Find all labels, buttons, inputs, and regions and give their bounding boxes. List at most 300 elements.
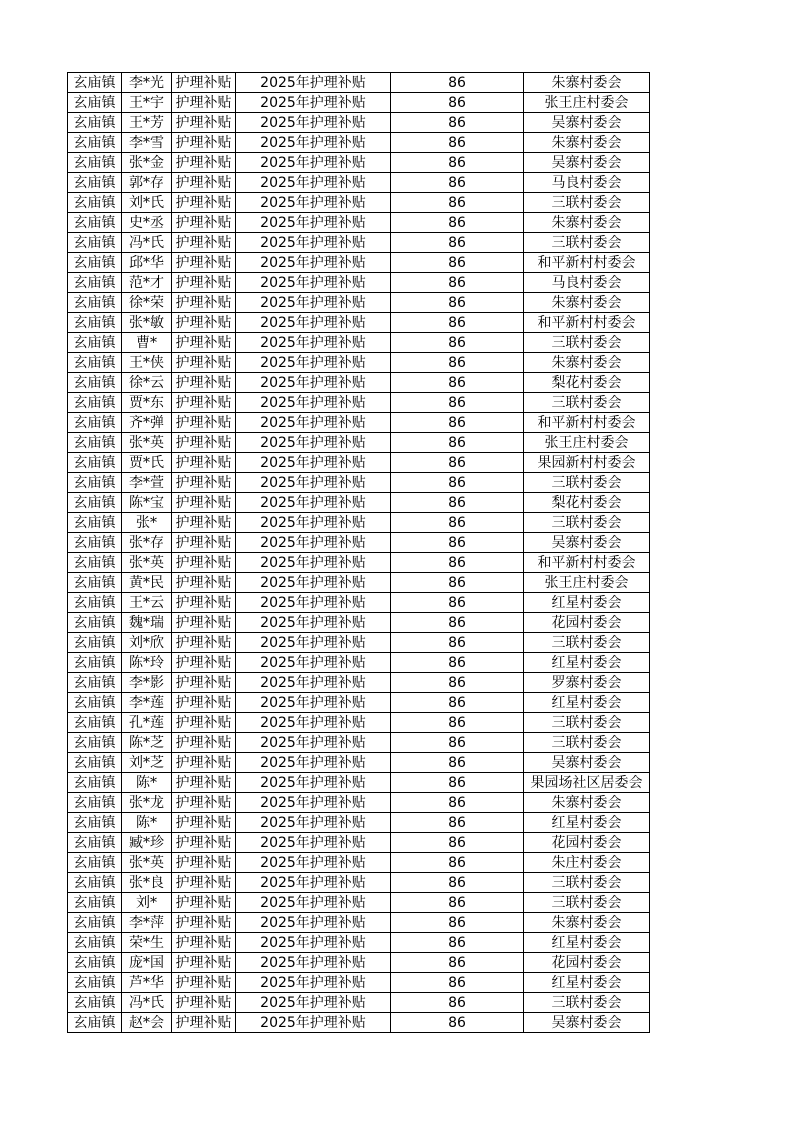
amount-cell: 86 — [391, 893, 524, 913]
amount-cell: 86 — [391, 453, 524, 473]
village-cell: 三联村委会 — [524, 333, 650, 353]
name-cell: 曹* — [122, 333, 172, 353]
amount-cell: 86 — [391, 733, 524, 753]
town-cell: 玄庙镇 — [68, 793, 122, 813]
table-row — [68, 453, 650, 473]
town-cell: 玄庙镇 — [68, 393, 122, 413]
subsidy-type-cell: 护理补贴 — [172, 433, 236, 453]
table-row — [68, 433, 650, 453]
amount-cell: 86 — [391, 473, 524, 493]
subsidy-type-cell: 护理补贴 — [172, 633, 236, 653]
subsidy-item-cell: 2025年护理补贴 — [236, 1013, 391, 1033]
subsidy-type-cell: 护理补贴 — [172, 853, 236, 873]
subsidy-item-cell: 2025年护理补贴 — [236, 313, 391, 333]
town-cell: 玄庙镇 — [68, 213, 122, 233]
amount-cell: 86 — [391, 433, 524, 453]
subsidy-type-cell: 护理补贴 — [172, 793, 236, 813]
amount-cell: 86 — [391, 393, 524, 413]
village-cell: 三联村委会 — [524, 873, 650, 893]
amount-cell: 86 — [391, 813, 524, 833]
subsidy-type-cell: 护理补贴 — [172, 973, 236, 993]
village-cell: 和平新村村委会 — [524, 413, 650, 433]
name-cell: 赵*会 — [122, 1013, 172, 1033]
village-cell: 果园场社区居委会 — [524, 773, 650, 793]
subsidy-item-cell: 2025年护理补贴 — [236, 913, 391, 933]
name-cell: 张*英 — [122, 553, 172, 573]
amount-cell: 86 — [391, 773, 524, 793]
subsidy-item-cell: 2025年护理补贴 — [236, 733, 391, 753]
town-cell: 玄庙镇 — [68, 813, 122, 833]
village-cell: 和平新村村委会 — [524, 313, 650, 333]
subsidy-item-cell: 2025年护理补贴 — [236, 293, 391, 313]
name-cell: 冯*氏 — [122, 993, 172, 1013]
table-row — [68, 793, 650, 813]
name-cell: 陈* — [122, 813, 172, 833]
subsidy-table — [67, 72, 650, 1033]
subsidy-type-cell: 护理补贴 — [172, 113, 236, 133]
town-cell: 玄庙镇 — [68, 893, 122, 913]
subsidy-type-cell: 护理补贴 — [172, 593, 236, 613]
village-cell: 花园村委会 — [524, 953, 650, 973]
village-cell: 马良村委会 — [524, 173, 650, 193]
table-row — [68, 613, 650, 633]
name-cell: 孔*莲 — [122, 713, 172, 733]
table-row — [68, 993, 650, 1013]
table-row — [68, 933, 650, 953]
village-cell: 朱寨村委会 — [524, 293, 650, 313]
town-cell: 玄庙镇 — [68, 633, 122, 653]
subsidy-item-cell: 2025年护理补贴 — [236, 693, 391, 713]
subsidy-type-cell: 护理补贴 — [172, 693, 236, 713]
amount-cell: 86 — [391, 953, 524, 973]
village-cell: 红星村委会 — [524, 593, 650, 613]
table-row — [68, 153, 650, 173]
name-cell: 陈* — [122, 773, 172, 793]
name-cell: 刘*欣 — [122, 633, 172, 653]
town-cell: 玄庙镇 — [68, 853, 122, 873]
subsidy-type-cell: 护理补贴 — [172, 653, 236, 673]
subsidy-type-cell: 护理补贴 — [172, 953, 236, 973]
village-cell: 三联村委会 — [524, 513, 650, 533]
subsidy-type-cell: 护理补贴 — [172, 73, 236, 93]
town-cell: 玄庙镇 — [68, 1013, 122, 1033]
name-cell: 李*光 — [122, 73, 172, 93]
name-cell: 徐*云 — [122, 373, 172, 393]
table-row — [68, 833, 650, 853]
amount-cell: 86 — [391, 173, 524, 193]
amount-cell: 86 — [391, 853, 524, 873]
amount-cell: 86 — [391, 313, 524, 333]
table-row — [68, 773, 650, 793]
village-cell: 朱寨村委会 — [524, 353, 650, 373]
town-cell: 玄庙镇 — [68, 273, 122, 293]
name-cell: 刘* — [122, 893, 172, 913]
subsidy-item-cell: 2025年护理补贴 — [236, 173, 391, 193]
table-body — [68, 73, 650, 1033]
subsidy-type-cell: 护理补贴 — [172, 533, 236, 553]
table-row — [68, 73, 650, 93]
amount-cell: 86 — [391, 373, 524, 393]
subsidy-type-cell: 护理补贴 — [172, 833, 236, 853]
amount-cell: 86 — [391, 753, 524, 773]
town-cell: 玄庙镇 — [68, 733, 122, 753]
town-cell: 玄庙镇 — [68, 413, 122, 433]
subsidy-type-cell: 护理补贴 — [172, 453, 236, 473]
table-row — [68, 713, 650, 733]
subsidy-type-cell: 护理补贴 — [172, 413, 236, 433]
table-row — [68, 753, 650, 773]
subsidy-type-cell: 护理补贴 — [172, 353, 236, 373]
table-row — [68, 253, 650, 273]
amount-cell: 86 — [391, 533, 524, 553]
village-cell: 张王庄村委会 — [524, 573, 650, 593]
village-cell: 吴寨村委会 — [524, 153, 650, 173]
subsidy-type-cell: 护理补贴 — [172, 373, 236, 393]
village-cell: 马良村委会 — [524, 273, 650, 293]
amount-cell: 86 — [391, 553, 524, 573]
table-row — [68, 193, 650, 213]
subsidy-type-cell: 护理补贴 — [172, 253, 236, 273]
village-cell: 三联村委会 — [524, 993, 650, 1013]
name-cell: 张*良 — [122, 873, 172, 893]
subsidy-item-cell: 2025年护理补贴 — [236, 153, 391, 173]
subsidy-type-cell: 护理补贴 — [172, 553, 236, 573]
amount-cell: 86 — [391, 613, 524, 633]
town-cell: 玄庙镇 — [68, 553, 122, 573]
subsidy-type-cell: 护理补贴 — [172, 773, 236, 793]
town-cell: 玄庙镇 — [68, 713, 122, 733]
amount-cell: 86 — [391, 73, 524, 93]
table-row — [68, 673, 650, 693]
village-cell: 红星村委会 — [524, 973, 650, 993]
town-cell: 玄庙镇 — [68, 653, 122, 673]
subsidy-type-cell: 护理补贴 — [172, 913, 236, 933]
subsidy-type-cell: 护理补贴 — [172, 713, 236, 733]
subsidy-item-cell: 2025年护理补贴 — [236, 253, 391, 273]
table-row — [68, 533, 650, 553]
subsidy-item-cell: 2025年护理补贴 — [236, 593, 391, 613]
amount-cell: 86 — [391, 973, 524, 993]
town-cell: 玄庙镇 — [68, 833, 122, 853]
amount-cell: 86 — [391, 693, 524, 713]
subsidy-type-cell: 护理补贴 — [172, 933, 236, 953]
name-cell: 张*英 — [122, 853, 172, 873]
name-cell: 庞*国 — [122, 953, 172, 973]
amount-cell: 86 — [391, 653, 524, 673]
table-row — [68, 213, 650, 233]
subsidy-type-cell: 护理补贴 — [172, 753, 236, 773]
subsidy-item-cell: 2025年护理补贴 — [236, 453, 391, 473]
name-cell: 张* — [122, 513, 172, 533]
subsidy-type-cell: 护理补贴 — [172, 173, 236, 193]
table-row — [68, 233, 650, 253]
name-cell: 李*莲 — [122, 693, 172, 713]
table-row — [68, 573, 650, 593]
subsidy-type-cell: 护理补贴 — [172, 573, 236, 593]
town-cell: 玄庙镇 — [68, 533, 122, 553]
subsidy-type-cell: 护理补贴 — [172, 313, 236, 333]
village-cell: 朱寨村委会 — [524, 913, 650, 933]
village-cell: 朱寨村委会 — [524, 793, 650, 813]
name-cell: 陈*宝 — [122, 493, 172, 513]
subsidy-type-cell: 护理补贴 — [172, 673, 236, 693]
name-cell: 贾*氏 — [122, 453, 172, 473]
town-cell: 玄庙镇 — [68, 173, 122, 193]
subsidy-item-cell: 2025年护理补贴 — [236, 373, 391, 393]
village-cell: 朱寨村委会 — [524, 133, 650, 153]
name-cell: 王*芳 — [122, 113, 172, 133]
subsidy-item-cell: 2025年护理补贴 — [236, 853, 391, 873]
town-cell: 玄庙镇 — [68, 873, 122, 893]
amount-cell: 86 — [391, 353, 524, 373]
name-cell: 齐*弹 — [122, 413, 172, 433]
village-cell: 吴寨村委会 — [524, 113, 650, 133]
subsidy-item-cell: 2025年护理补贴 — [236, 333, 391, 353]
town-cell: 玄庙镇 — [68, 953, 122, 973]
amount-cell: 86 — [391, 133, 524, 153]
name-cell: 张*英 — [122, 433, 172, 453]
subsidy-item-cell: 2025年护理补贴 — [236, 873, 391, 893]
amount-cell: 86 — [391, 413, 524, 433]
subsidy-item-cell: 2025年护理补贴 — [236, 493, 391, 513]
subsidy-item-cell: 2025年护理补贴 — [236, 613, 391, 633]
amount-cell: 86 — [391, 113, 524, 133]
subsidy-item-cell: 2025年护理补贴 — [236, 833, 391, 853]
town-cell: 玄庙镇 — [68, 913, 122, 933]
village-cell: 朱寨村委会 — [524, 213, 650, 233]
town-cell: 玄庙镇 — [68, 773, 122, 793]
name-cell: 郭*存 — [122, 173, 172, 193]
village-cell: 梨花村委会 — [524, 373, 650, 393]
amount-cell: 86 — [391, 213, 524, 233]
amount-cell: 86 — [391, 993, 524, 1013]
name-cell: 魏*瑞 — [122, 613, 172, 633]
town-cell: 玄庙镇 — [68, 153, 122, 173]
town-cell: 玄庙镇 — [68, 453, 122, 473]
town-cell: 玄庙镇 — [68, 193, 122, 213]
subsidy-type-cell: 护理补贴 — [172, 893, 236, 913]
amount-cell: 86 — [391, 513, 524, 533]
town-cell: 玄庙镇 — [68, 233, 122, 253]
amount-cell: 86 — [391, 1013, 524, 1033]
town-cell: 玄庙镇 — [68, 993, 122, 1013]
name-cell: 王*侠 — [122, 353, 172, 373]
subsidy-item-cell: 2025年护理补贴 — [236, 553, 391, 573]
subsidy-item-cell: 2025年护理补贴 — [236, 993, 391, 1013]
town-cell: 玄庙镇 — [68, 573, 122, 593]
subsidy-type-cell: 护理补贴 — [172, 1013, 236, 1033]
subsidy-type-cell: 护理补贴 — [172, 213, 236, 233]
name-cell: 李*影 — [122, 673, 172, 693]
town-cell: 玄庙镇 — [68, 93, 122, 113]
town-cell: 玄庙镇 — [68, 753, 122, 773]
table-row — [68, 593, 650, 613]
amount-cell: 86 — [391, 333, 524, 353]
amount-cell: 86 — [391, 233, 524, 253]
name-cell: 陈*芝 — [122, 733, 172, 753]
table-row — [68, 733, 650, 753]
name-cell: 芦*华 — [122, 973, 172, 993]
village-cell: 吴寨村委会 — [524, 753, 650, 773]
town-cell: 玄庙镇 — [68, 473, 122, 493]
amount-cell: 86 — [391, 293, 524, 313]
subsidy-item-cell: 2025年护理补贴 — [236, 353, 391, 373]
table-row — [68, 413, 650, 433]
table-row — [68, 473, 650, 493]
table-row — [68, 633, 650, 653]
village-cell: 三联村委会 — [524, 193, 650, 213]
town-cell: 玄庙镇 — [68, 293, 122, 313]
subsidy-item-cell: 2025年护理补贴 — [236, 393, 391, 413]
town-cell: 玄庙镇 — [68, 693, 122, 713]
subsidy-type-cell: 护理补贴 — [172, 613, 236, 633]
village-cell: 张王庄村委会 — [524, 93, 650, 113]
village-cell: 张王庄村委会 — [524, 433, 650, 453]
subsidy-item-cell: 2025年护理补贴 — [236, 213, 391, 233]
name-cell: 陈*玲 — [122, 653, 172, 673]
subsidy-item-cell: 2025年护理补贴 — [236, 413, 391, 433]
amount-cell: 86 — [391, 873, 524, 893]
town-cell: 玄庙镇 — [68, 113, 122, 133]
subsidy-type-cell: 护理补贴 — [172, 153, 236, 173]
village-cell: 三联村委会 — [524, 713, 650, 733]
amount-cell: 86 — [391, 933, 524, 953]
town-cell: 玄庙镇 — [68, 673, 122, 693]
amount-cell: 86 — [391, 633, 524, 653]
town-cell: 玄庙镇 — [68, 133, 122, 153]
village-cell: 红星村委会 — [524, 653, 650, 673]
village-cell: 花园村委会 — [524, 613, 650, 633]
town-cell: 玄庙镇 — [68, 433, 122, 453]
subsidy-item-cell: 2025年护理补贴 — [236, 233, 391, 253]
town-cell: 玄庙镇 — [68, 973, 122, 993]
subsidy-item-cell: 2025年护理补贴 — [236, 953, 391, 973]
table-row — [68, 393, 650, 413]
table-row — [68, 953, 650, 973]
amount-cell: 86 — [391, 273, 524, 293]
table-row — [68, 513, 650, 533]
town-cell: 玄庙镇 — [68, 513, 122, 533]
subsidy-item-cell: 2025年护理补贴 — [236, 773, 391, 793]
name-cell: 张*龙 — [122, 793, 172, 813]
village-cell: 果园新村村委会 — [524, 453, 650, 473]
village-cell: 三联村委会 — [524, 633, 650, 653]
village-cell: 朱庄村委会 — [524, 853, 650, 873]
name-cell: 范*才 — [122, 273, 172, 293]
table-row — [68, 913, 650, 933]
amount-cell: 86 — [391, 793, 524, 813]
village-cell: 三联村委会 — [524, 733, 650, 753]
table-row — [68, 493, 650, 513]
subsidy-item-cell: 2025年护理补贴 — [236, 573, 391, 593]
town-cell: 玄庙镇 — [68, 353, 122, 373]
subsidy-type-cell: 护理补贴 — [172, 473, 236, 493]
village-cell: 和平新村村委会 — [524, 553, 650, 573]
village-cell: 三联村委会 — [524, 393, 650, 413]
subsidy-type-cell: 护理补贴 — [172, 333, 236, 353]
amount-cell: 86 — [391, 193, 524, 213]
subsidy-item-cell: 2025年护理补贴 — [236, 893, 391, 913]
name-cell: 张*敏 — [122, 313, 172, 333]
subsidy-type-cell: 护理补贴 — [172, 813, 236, 833]
subsidy-item-cell: 2025年护理补贴 — [236, 193, 391, 213]
subsidy-item-cell: 2025年护理补贴 — [236, 533, 391, 553]
name-cell: 李*萱 — [122, 473, 172, 493]
subsidy-type-cell: 护理补贴 — [172, 733, 236, 753]
table-row — [68, 873, 650, 893]
subsidy-item-cell: 2025年护理补贴 — [236, 973, 391, 993]
table-row — [68, 113, 650, 133]
subsidy-item-cell: 2025年护理补贴 — [236, 133, 391, 153]
village-cell: 红星村委会 — [524, 933, 650, 953]
village-cell: 朱寨村委会 — [524, 73, 650, 93]
table-row — [68, 133, 650, 153]
name-cell: 王*云 — [122, 593, 172, 613]
table-row — [68, 893, 650, 913]
town-cell: 玄庙镇 — [68, 73, 122, 93]
table-row — [68, 973, 650, 993]
village-cell: 红星村委会 — [524, 693, 650, 713]
amount-cell: 86 — [391, 493, 524, 513]
table-row — [68, 813, 650, 833]
subsidy-item-cell: 2025年护理补贴 — [236, 653, 391, 673]
table-row — [68, 653, 650, 673]
subsidy-item-cell: 2025年护理补贴 — [236, 113, 391, 133]
subsidy-item-cell: 2025年护理补贴 — [236, 713, 391, 733]
name-cell: 李*萍 — [122, 913, 172, 933]
amount-cell: 86 — [391, 913, 524, 933]
table-row — [68, 1013, 650, 1033]
village-cell: 吴寨村委会 — [524, 533, 650, 553]
village-cell: 花园村委会 — [524, 833, 650, 853]
subsidy-item-cell: 2025年护理补贴 — [236, 933, 391, 953]
amount-cell: 86 — [391, 573, 524, 593]
name-cell: 黄*民 — [122, 573, 172, 593]
table-row — [68, 853, 650, 873]
subsidy-type-cell: 护理补贴 — [172, 193, 236, 213]
amount-cell: 86 — [391, 93, 524, 113]
subsidy-item-cell: 2025年护理补贴 — [236, 473, 391, 493]
subsidy-item-cell: 2025年护理补贴 — [236, 73, 391, 93]
table-row — [68, 333, 650, 353]
name-cell: 冯*氏 — [122, 233, 172, 253]
name-cell: 张*金 — [122, 153, 172, 173]
name-cell: 张*存 — [122, 533, 172, 553]
table-row — [68, 553, 650, 573]
subsidy-type-cell: 护理补贴 — [172, 993, 236, 1013]
village-cell: 红星村委会 — [524, 813, 650, 833]
town-cell: 玄庙镇 — [68, 613, 122, 633]
village-cell: 三联村委会 — [524, 233, 650, 253]
subsidy-type-cell: 护理补贴 — [172, 513, 236, 533]
subsidy-item-cell: 2025年护理补贴 — [236, 633, 391, 653]
table-row — [68, 693, 650, 713]
amount-cell: 86 — [391, 713, 524, 733]
subsidy-item-cell: 2025年护理补贴 — [236, 93, 391, 113]
village-cell: 梨花村委会 — [524, 493, 650, 513]
table-row — [68, 313, 650, 333]
subsidy-item-cell: 2025年护理补贴 — [236, 273, 391, 293]
village-cell: 三联村委会 — [524, 893, 650, 913]
amount-cell: 86 — [391, 153, 524, 173]
table-row — [68, 93, 650, 113]
village-cell: 吴寨村委会 — [524, 1013, 650, 1033]
name-cell: 徐*荣 — [122, 293, 172, 313]
subsidy-type-cell: 护理补贴 — [172, 493, 236, 513]
town-cell: 玄庙镇 — [68, 333, 122, 353]
name-cell: 邱*华 — [122, 253, 172, 273]
village-cell: 罗寨村委会 — [524, 673, 650, 693]
